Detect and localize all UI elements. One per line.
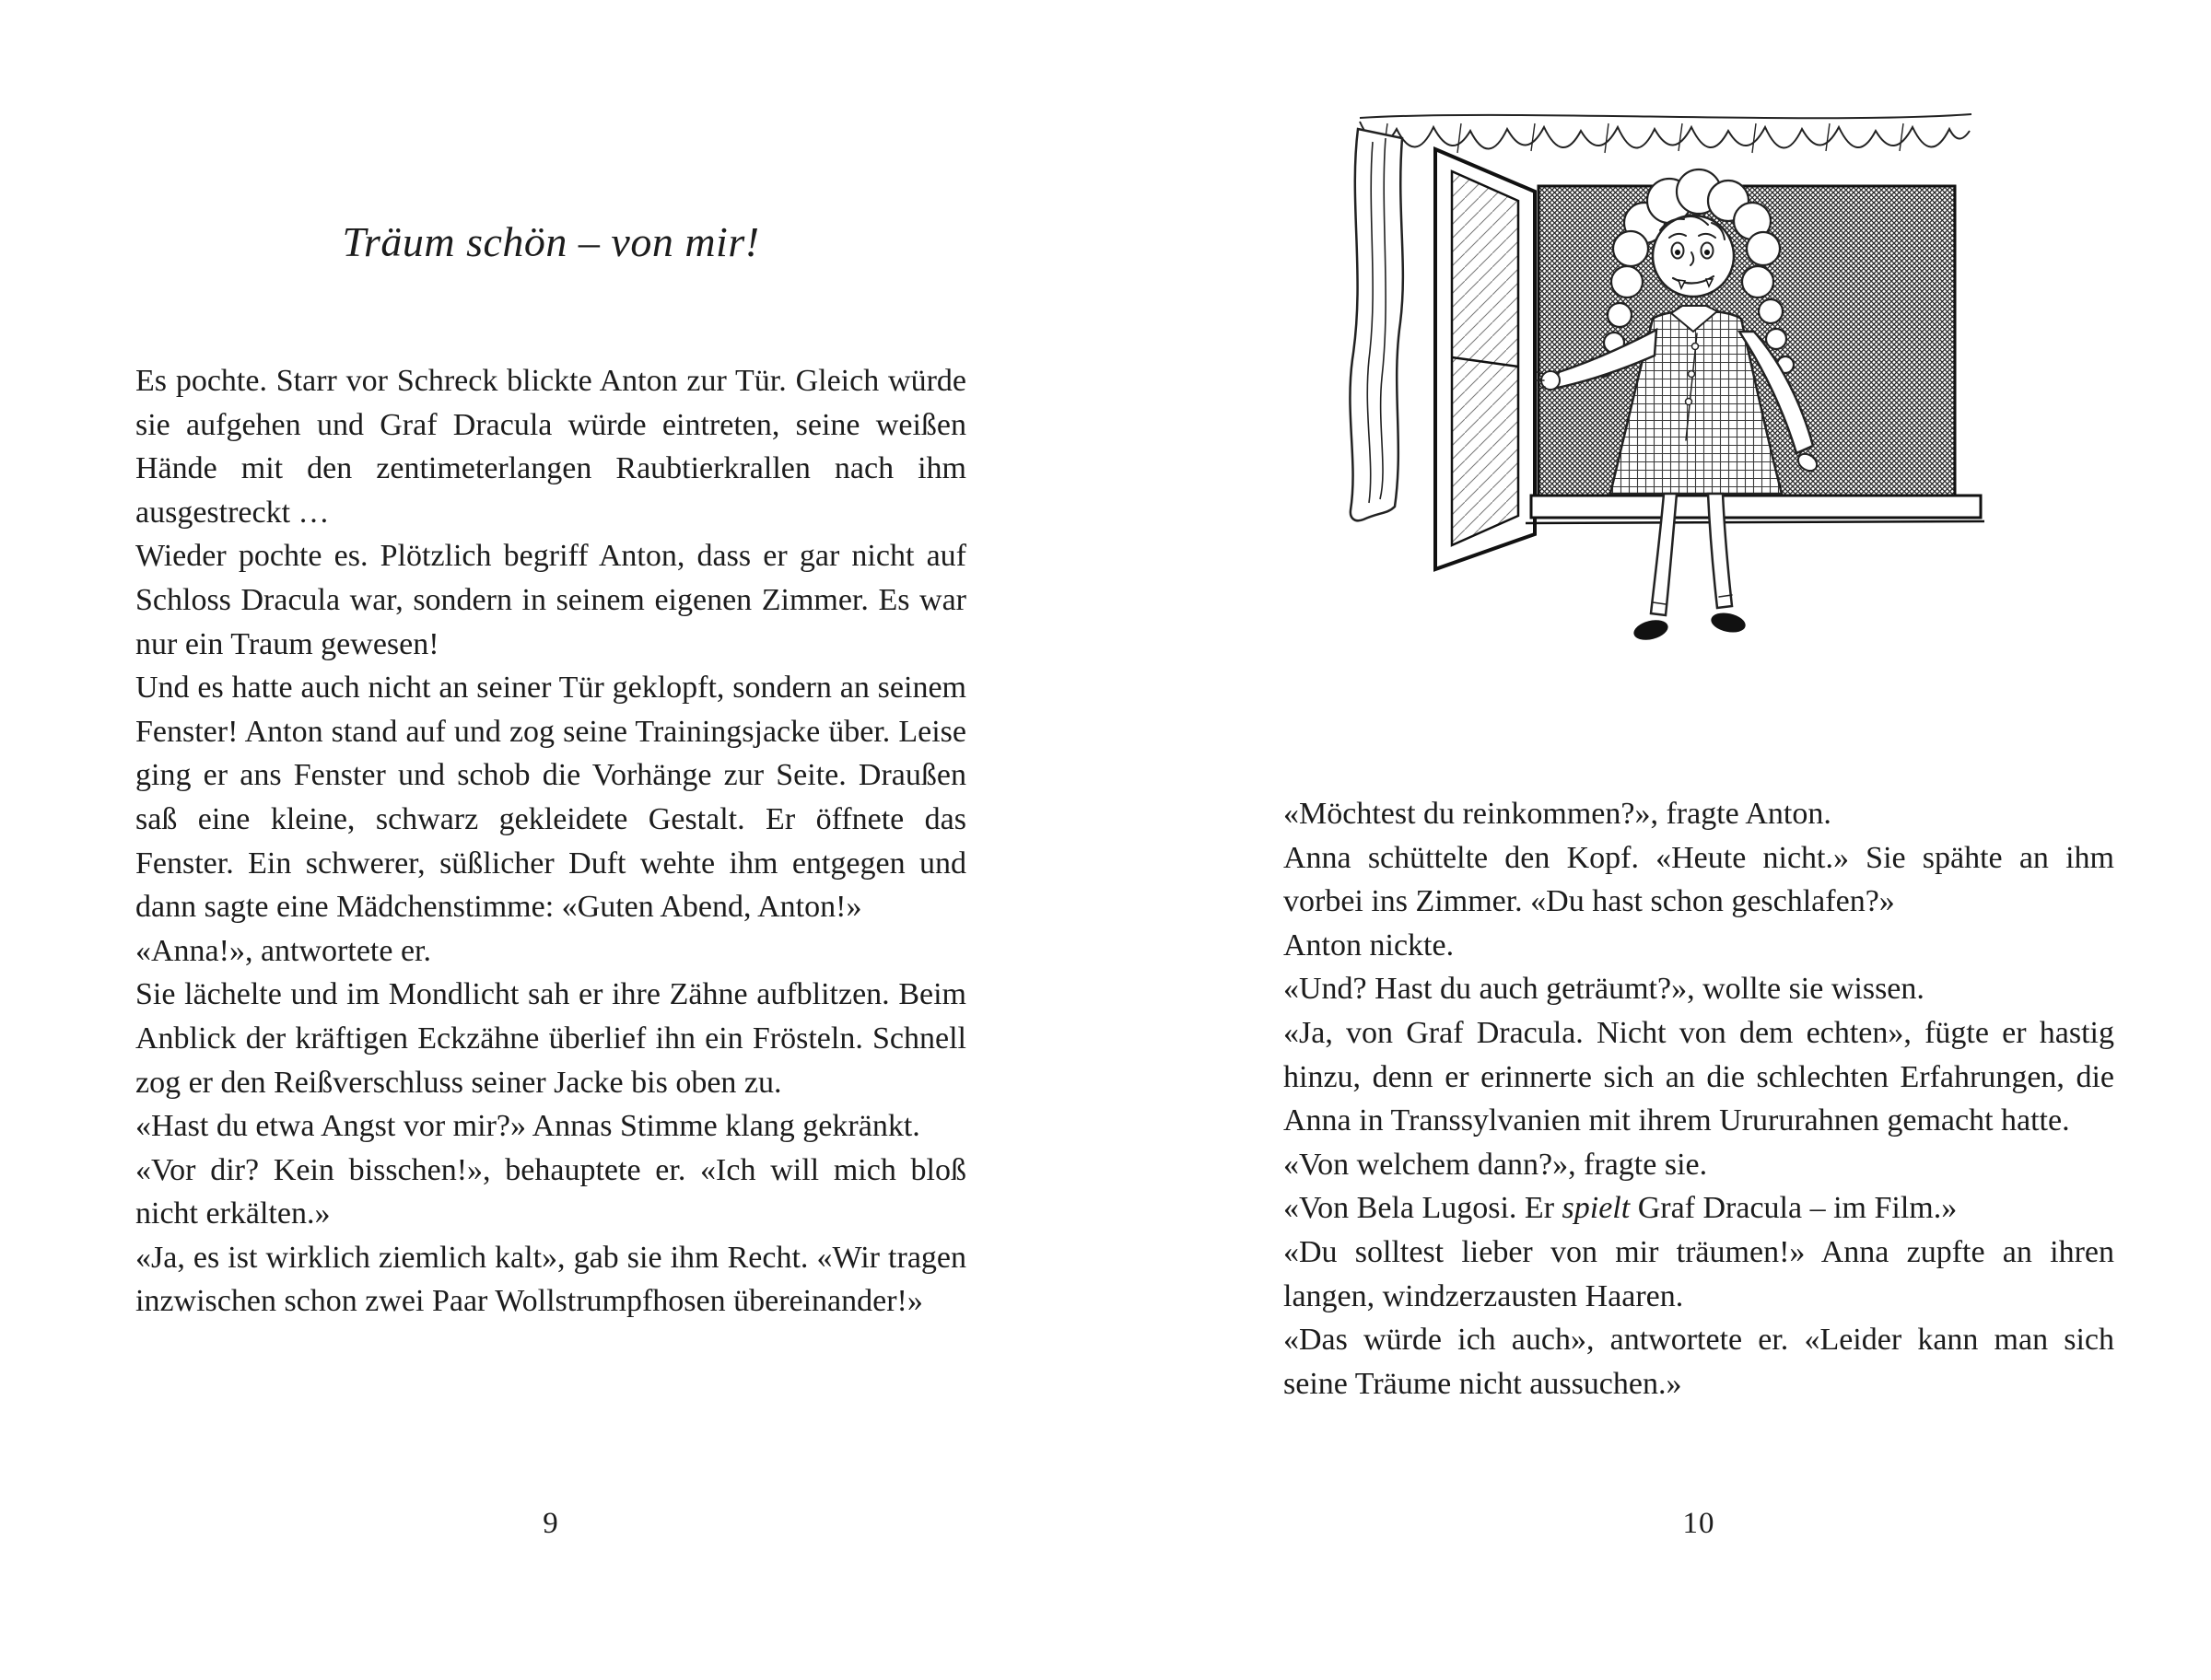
curtain-valance xyxy=(1360,114,1971,153)
left-page-text xyxy=(135,359,966,1324)
paragraph: Anton nickte. xyxy=(1283,928,1455,962)
illustration-anna-on-windowsill xyxy=(1327,101,1999,752)
paragraph: Sie lächelte und im Mondlicht sah er ihre Zähne aufblitzen. Beim Anblick der kräftigen Eckzähne überlief ihn ein Frösteln. Schnell zog er den Reißverschluss seiner Jacke bis oben zu. xyxy=(135,977,966,1100)
paragraph: Wieder pochte es. Plötzlich begriff Anton, dass er gar nicht auf Schloss Dracula war, sondern in seinem eigenen Zimmer. Es war nur ein Traum gewesen! xyxy=(135,539,966,661)
paragraph: «Ja, es ist wirklich ziemlich kalt», gab sie ihm Recht. «Wir tragen inzwischen schon zwei Paar Wollstrumpfhosen übereinander!» xyxy=(135,1240,966,1319)
windowsill xyxy=(1526,496,1984,523)
right-page-text xyxy=(1283,792,2114,1406)
paragraph: «Du solltest lieber von mir träumen!» Anna zupfte an ihren langen, windzerzausten Haaren. xyxy=(1283,1234,2114,1313)
paragraph: «Und? Hast du auch geträumt?», wollte sie wissen. xyxy=(1283,972,1924,1007)
paragraph: «Möchtest du reinkommen?», fragte Anton. xyxy=(1283,797,1831,831)
paragraph-with-italic xyxy=(1283,1186,2114,1231)
paragraph: «Vor dir? Kein bisschen!», behauptete er. «Ich will mich bloß nicht erkälten.» xyxy=(135,1152,966,1231)
side-curtain xyxy=(1350,129,1402,520)
page-number-left: 9 xyxy=(543,1507,559,1540)
paragraph: Und es hatte auch nicht an seiner Tür geklopft, sondern an seinem Fenster! Anton stand auf und zog seine Trainingsjacke über. Leise ging er ans Fenster und schob die Vorhänge zur Seite. Draußen saß eine kleine, schwarz gekleidete Gestalt. Er öffnete das Fenster. Ein schwerer, süßlicher Duft wehte ihm entgegen und dann sagte eine Mädchenstimme: «Guten Abend, Anton!» xyxy=(135,671,966,925)
shoe-right xyxy=(1709,610,1747,635)
paragraph: Anna schüttelte den Kopf. «Heute nicht.» Sie spähte an ihm vorbei ins Zimmer. «Du hast schon geschlafen?» xyxy=(1283,840,2114,919)
paragraph: Es pochte. Starr vor Schreck blickte Anton zur Tür. Gleich würde sie aufgehen und Graf Dracula würde eintreten, seine weißen Hände mit den zentimeterlangen Raubtierkrallen nach ihm ausgestreckt … xyxy=(135,364,966,530)
shoe-left xyxy=(1632,617,1670,644)
paragraph: «Hast du etwa Angst vor mir?» Annas Stimme klang gekränkt. xyxy=(135,1109,920,1144)
bela-line-prefix: «Von Bela Lugosi. Er xyxy=(1283,1191,1562,1226)
chapter-title: Träum schön – von mir! xyxy=(342,218,760,265)
italic-word: spielt xyxy=(1562,1191,1631,1226)
open-window-casement xyxy=(1435,149,1535,569)
bela-line-suffix: Graf Dracula – im Film.» xyxy=(1630,1191,1958,1226)
face xyxy=(1653,216,1734,297)
paragraph: «Das würde ich auch», antwortete er. «Leider kann man sich seine Träume nicht aussuchen.» xyxy=(1283,1323,2114,1401)
paragraph: «Von welchem dann?», fragte sie. xyxy=(1283,1147,1708,1182)
paragraph: «Anna!», antwortete er. xyxy=(135,933,431,968)
page-number-right: 10 xyxy=(1682,1507,1715,1540)
paragraph: «Ja, von Graf Dracula. Nicht von dem echten», fügte er hastig hinzu, denn er erinnerte sich an die schlechten Erfahrungen, die Anna in Transsylvanien mit ihrem Urururahnen gemacht hatte. xyxy=(1283,1015,2114,1138)
